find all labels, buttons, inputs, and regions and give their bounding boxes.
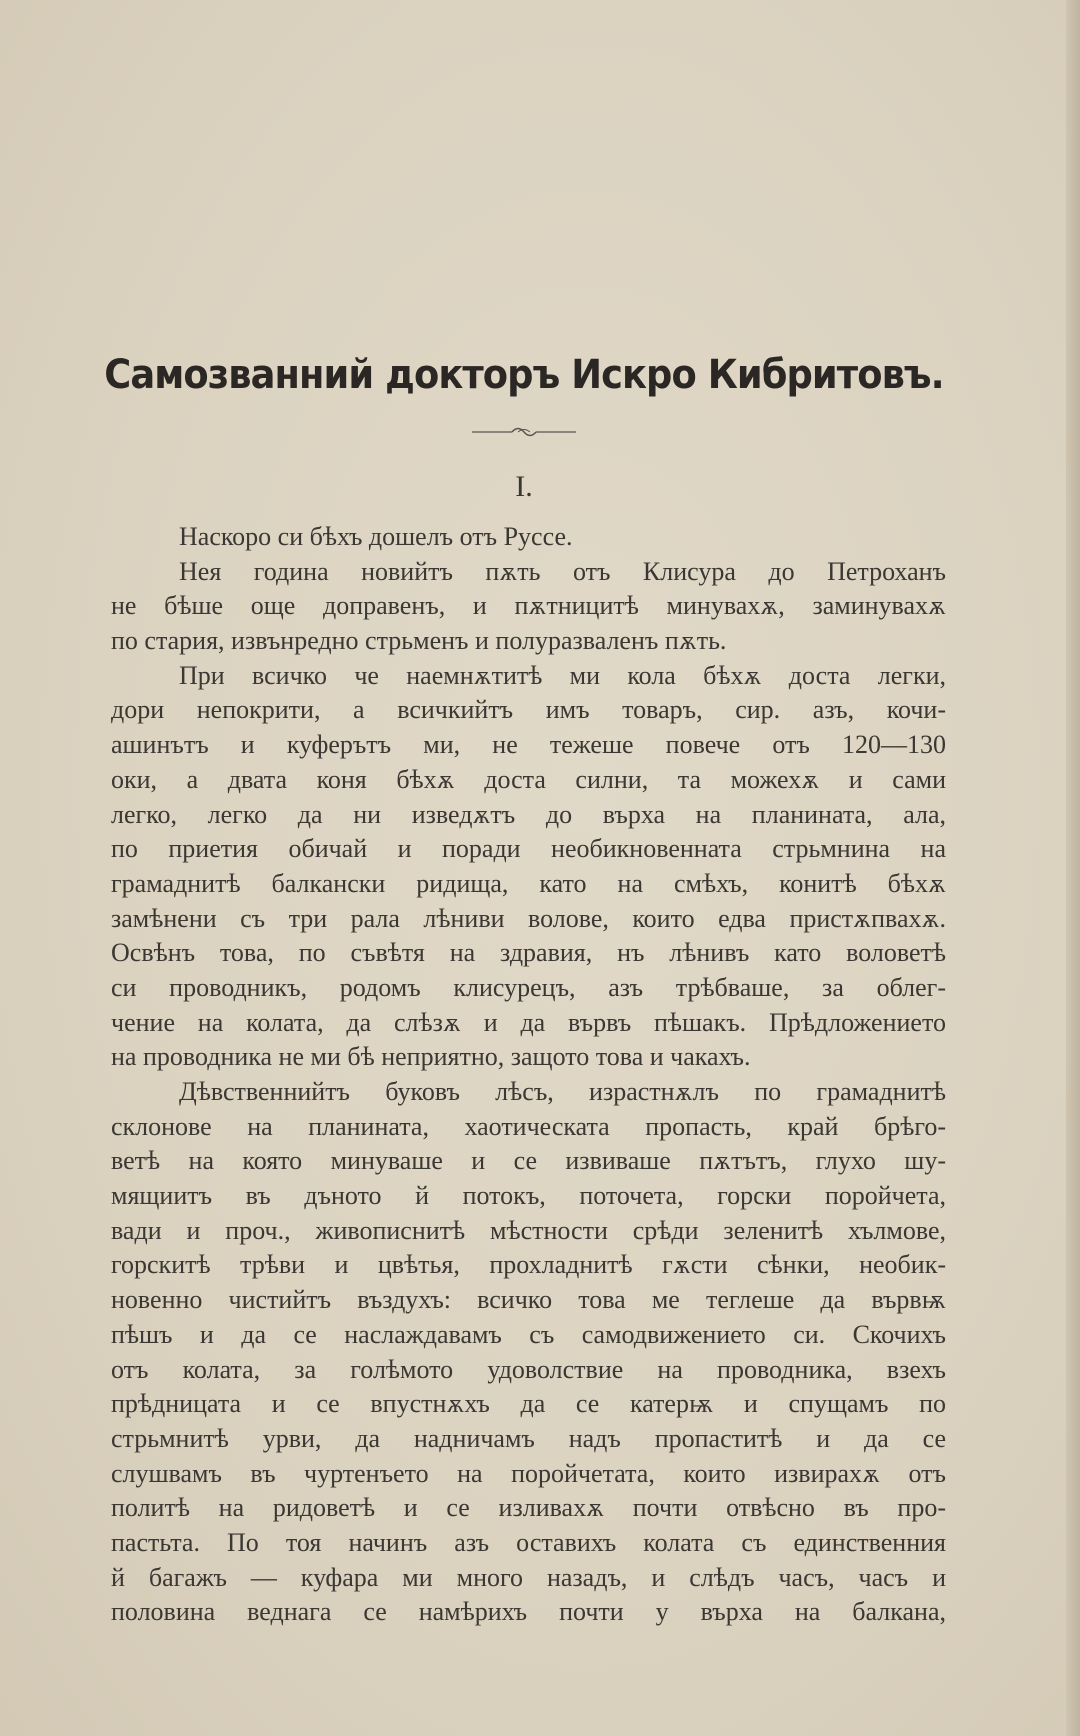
text-line: ашинътъ и куферътъ ми, не тежеше повече отъ 120—130	[111, 730, 946, 760]
text-line: си проводникъ, родомъ клисурецъ, азъ трѣбваше, за облег-	[111, 972, 946, 1002]
text-line: пѣшъ и да се наслаждавамъ съ самодвижението си. Скочихъ	[111, 1319, 946, 1349]
body-text	[111, 520, 946, 1630]
page-edge	[1066, 0, 1080, 1736]
text-line: При всичко че наемнѫтитѣ ми кола бѣхѫ доста легки,	[179, 660, 946, 690]
text-line: Нея година новийтъ пѫть отъ Клисура до Петроханъ	[179, 556, 946, 586]
text-line: оки, а двата коня бѣхѫ доста силни, та можехѫ и сами	[111, 764, 946, 794]
chapter-number: I.	[515, 470, 533, 503]
text-line: грамаднитѣ балкански ридища, като на смѣхъ, конитѣ бѣхѫ	[111, 868, 946, 898]
page-title: Самозванний докторъ Искро Кибритовъ.	[104, 352, 944, 398]
text-line: слушвамъ въ чуртенъето на поройчетата, които извирахѫ отъ	[111, 1458, 946, 1488]
text-line: половина веднага се намѣрихъ почти у върха на балкана,	[111, 1597, 946, 1627]
ornament-divider	[472, 422, 576, 442]
text-line: пастьта. По тоя начинъ азъ оставихъ колата съ единственния	[111, 1527, 946, 1557]
text-line: горскитѣ трѣви и цвѣтья, прохладнитѣ гѫсти сѣнки, необик-	[111, 1250, 946, 1280]
text-line: по стария, извънредно стрьменъ и полуразваленъ пѫть.	[111, 626, 727, 656]
text-line: отъ колата, за голѣмото удоволствие на проводника, взехъ	[111, 1354, 946, 1384]
text-line: вади и проч., живописнитѣ мѣстности срѣди зеленитѣ хълмове,	[111, 1215, 946, 1245]
text-line: стрьмнитѣ урви, да надничамъ надъ пропаститѣ и да се	[111, 1423, 946, 1453]
text-line: чение на колата, да слѣзѫ и да вървъ пѣшакъ. Прѣдложението	[111, 1007, 946, 1037]
text-line: на проводника не ми бѣ неприятно, защото това и чакахъ.	[111, 1042, 751, 1072]
text-line: склонове на планината, хаотическата пропасть, край брѣго-	[111, 1111, 946, 1141]
text-line: прѣдницата и се впустнѫхъ да се катерѭ и спущамъ по	[111, 1389, 946, 1419]
text-line: политѣ на ридоветѣ и се изливахѫ почти отвѣсно въ про-	[111, 1493, 946, 1523]
text-line: Наскоро си бѣхъ дошелъ отъ Руссе.	[179, 522, 573, 551]
text-line: ветѣ на която минуваше и се извиваше пѫтътъ, глухо шу-	[111, 1146, 946, 1176]
text-line: й багажъ — куфара ми много назадъ, и слѣдъ часъ, часъ и	[111, 1562, 946, 1592]
text-line: замѣнени съ три рала лѣниви волове, които едва пристѫпвахѫ.	[111, 903, 946, 933]
text-line: не бѣше още доправенъ, и пѫтницитѣ минувахѫ, заминувахѫ	[111, 591, 946, 621]
text-line: мящиитъ въ дъното й потокъ, поточета, горски поройчета,	[111, 1181, 946, 1211]
text-line: дори непокрити, а всичкийтъ имъ товаръ, сир. азъ, кочи-	[111, 695, 946, 725]
text-line: по приетия обичай и поради необикновенната стрьмнина на	[111, 834, 946, 864]
text-line: новенно чистийтъ въздухъ: всичко това ме теглеше да вървѭ	[111, 1285, 946, 1315]
text-line: Дѣвственнийтъ буковъ лѣсъ, израстнѫлъ по грамаднитѣ	[179, 1077, 946, 1106]
text-line: Освѣнъ това, по съвѣтя на здравия, нъ лѣнивъ като воловетѣ	[111, 938, 946, 968]
text-line: легко, легко да ни изведѫтъ до върха на планината, ала,	[111, 799, 946, 829]
